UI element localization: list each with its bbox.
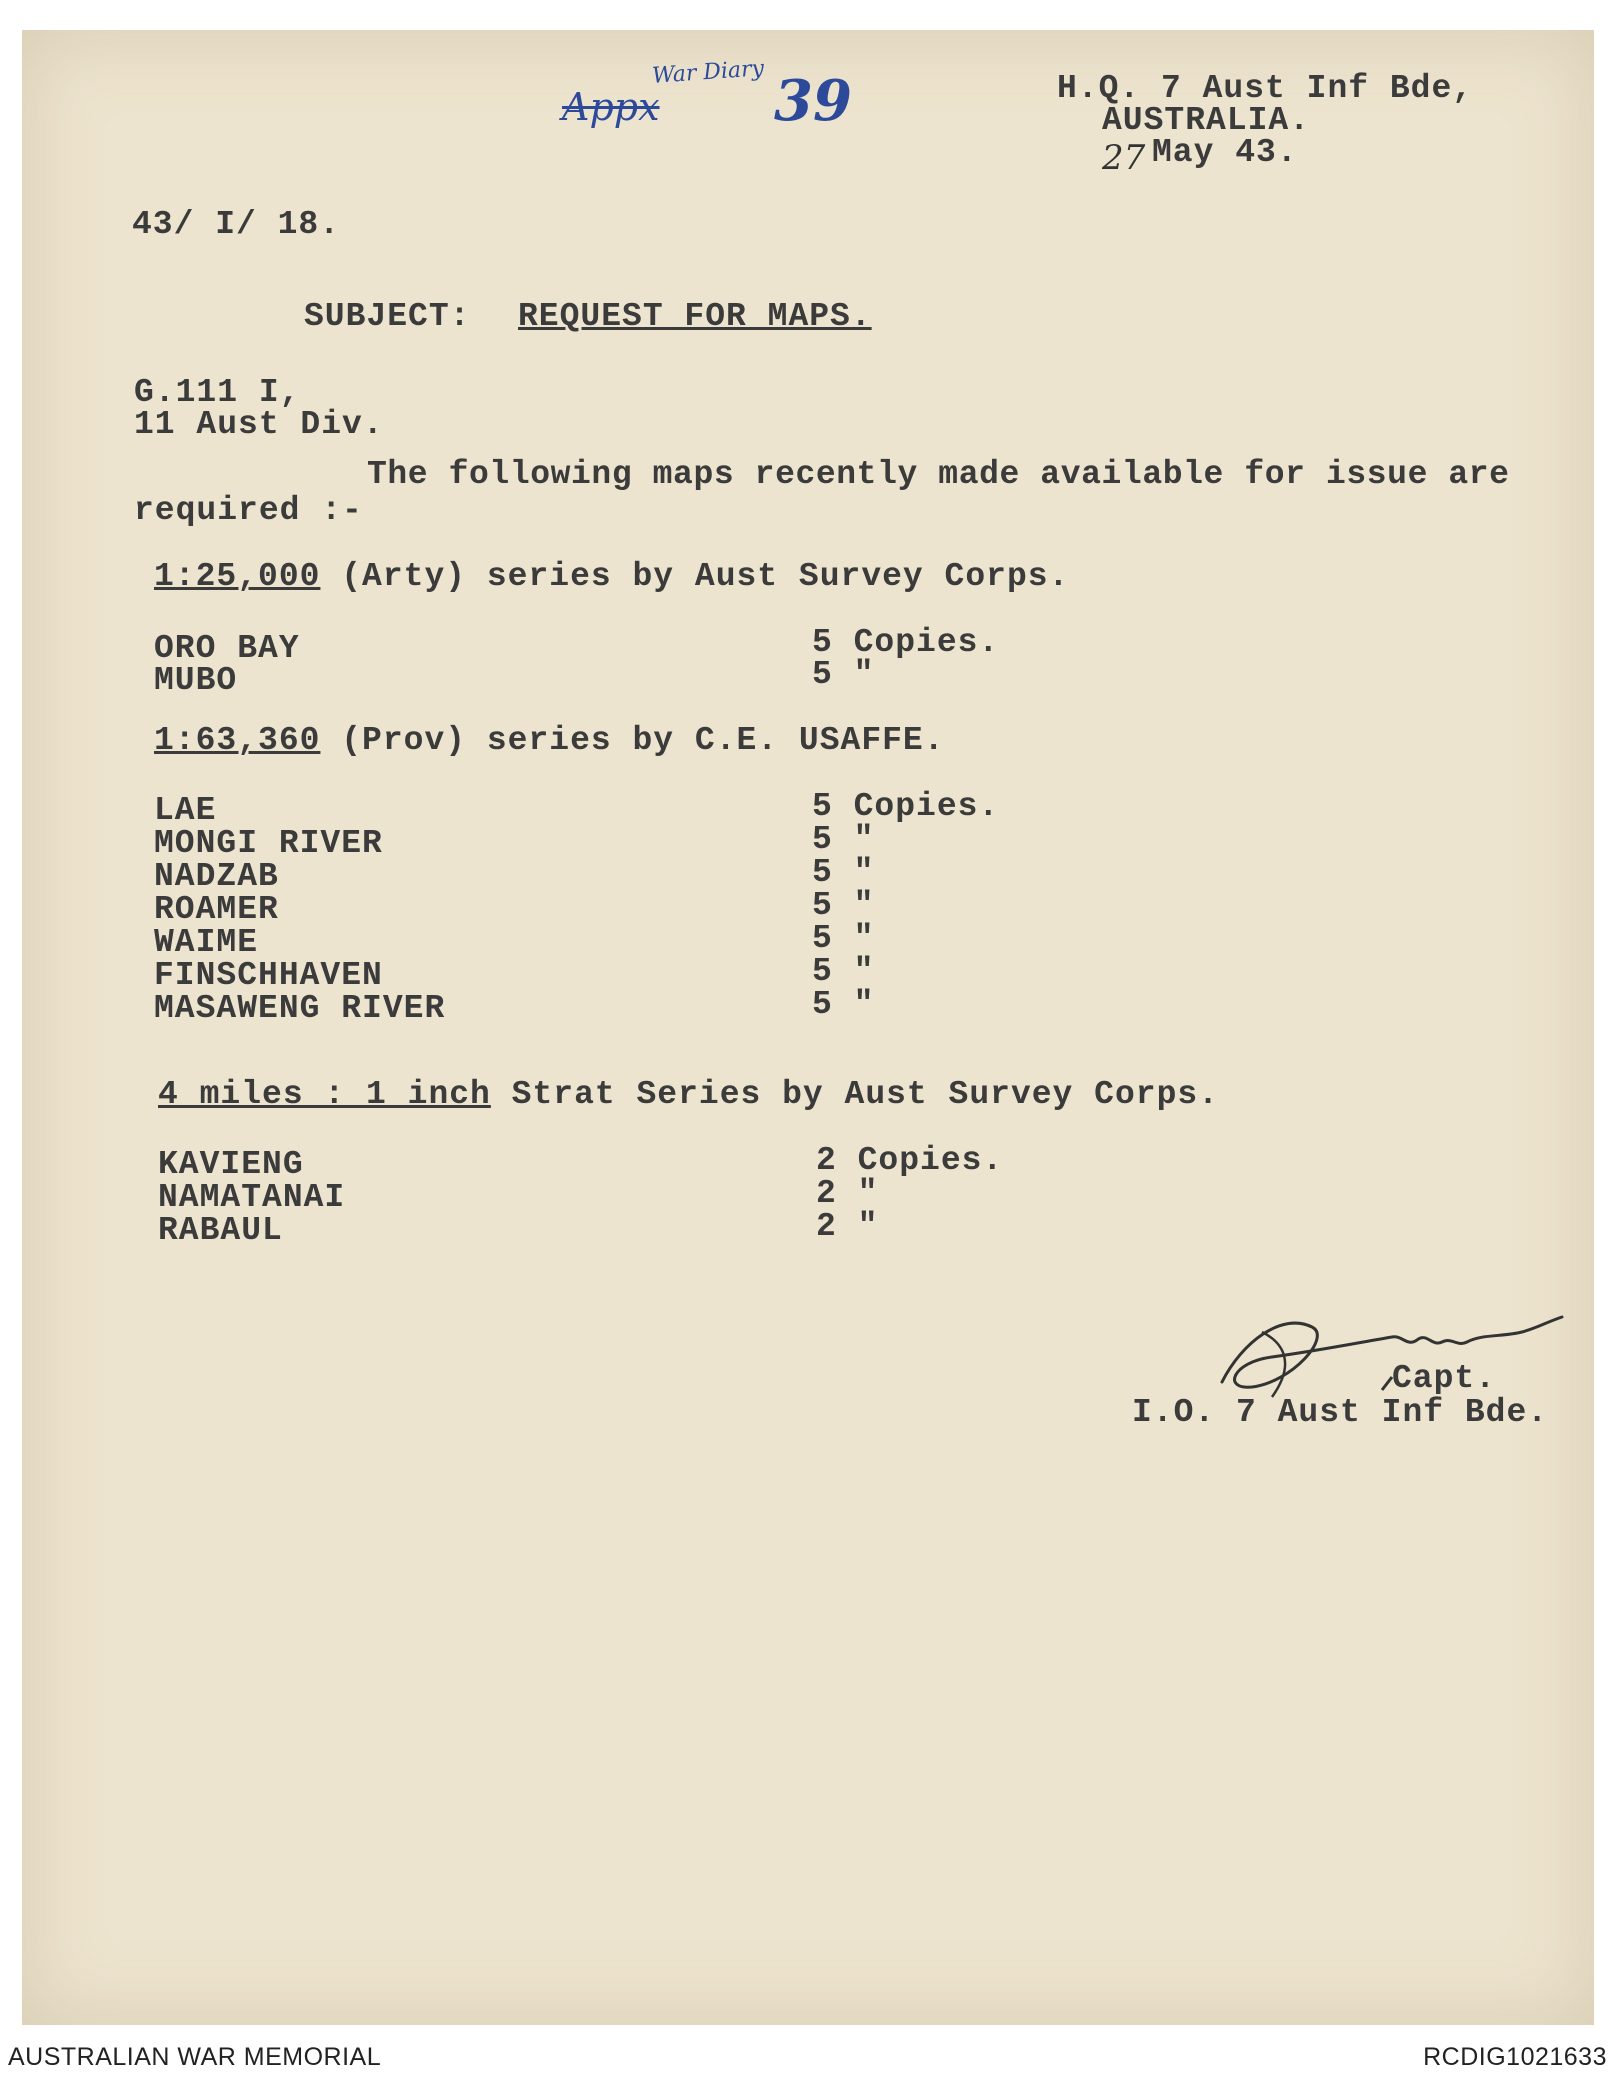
map-name: MASAWENG RIVER <box>154 990 446 1027</box>
map-quantity: 5 " <box>812 953 875 990</box>
map-name: NAMATANAI <box>158 1179 346 1216</box>
intro-line-2: required :- <box>134 492 363 529</box>
section-heading <box>154 722 945 759</box>
intro-line-1: The following maps recently made available for issue are <box>367 456 1510 493</box>
map-quantity: 2 " <box>816 1208 879 1245</box>
header-date: May 43. <box>1152 134 1298 171</box>
section-scale: 1:63,360 <box>154 722 321 759</box>
map-name: FINSCHHAVEN <box>154 957 383 994</box>
document-sheet <box>22 30 1594 2025</box>
section-heading <box>158 1076 1219 1113</box>
signature-rank: Capt. <box>1392 1360 1497 1397</box>
footer-right: RCDIG1021633 <box>1423 2043 1607 2071</box>
section-scale: 4 miles : 1 inch <box>158 1076 491 1113</box>
annotation-number: 39 <box>774 68 852 134</box>
header-date-handwritten: 27 <box>1102 138 1146 178</box>
map-name: LAE <box>154 792 217 829</box>
map-name: ORO BAY <box>154 630 300 667</box>
reference-number: 43/ I/ 18. <box>132 206 341 243</box>
subject-label: SUBJECT: <box>304 298 471 335</box>
footer-left: AUSTRALIAN WAR MEMORIAL <box>8 2043 382 2071</box>
section-description: (Prov) series by C.E. USAFFE. <box>320 722 945 759</box>
map-quantity: 5 " <box>812 854 875 891</box>
addressee-line-1: G.111 I, <box>134 374 301 411</box>
map-quantity: 5 Copies. <box>812 624 1000 661</box>
map-quantity: 5 " <box>812 821 875 858</box>
map-quantity: 5 " <box>812 887 875 924</box>
section-scale: 1:25,000 <box>154 558 321 595</box>
subject-title: REQUEST FOR MAPS. <box>518 298 872 335</box>
map-name: KAVIENG <box>158 1146 304 1183</box>
map-name: ROAMER <box>154 891 279 928</box>
map-quantity: 5 " <box>812 920 875 957</box>
map-quantity: 2 " <box>816 1175 879 1212</box>
map-name: RABAUL <box>158 1212 283 1249</box>
map-name: MONGI RIVER <box>154 825 383 862</box>
map-quantity: 5 " <box>812 986 875 1023</box>
map-name: WAIME <box>154 924 259 961</box>
map-quantity: 2 Copies. <box>816 1142 1004 1179</box>
signature-title: I.O. 7 Aust Inf Bde. <box>1132 1394 1549 1431</box>
section-description: (Arty) series by Aust Survey Corps. <box>320 558 1070 595</box>
annotation-struck: Appx <box>562 85 660 129</box>
header-line-2: AUSTRALIA. <box>1102 102 1311 139</box>
header-line-1: H.Q. 7 Aust Inf Bde, <box>1057 70 1474 107</box>
map-quantity: 5 Copies. <box>812 788 1000 825</box>
annotation-small: War Diary <box>651 56 765 89</box>
section-description: Strat Series by Aust Survey Corps. <box>490 1076 1219 1113</box>
map-quantity: 5 " <box>812 656 875 693</box>
map-name: MUBO <box>154 662 238 699</box>
section-heading <box>154 558 1069 595</box>
addressee-line-2: 11 Aust Div. <box>134 406 384 443</box>
map-name: NADZAB <box>154 858 279 895</box>
